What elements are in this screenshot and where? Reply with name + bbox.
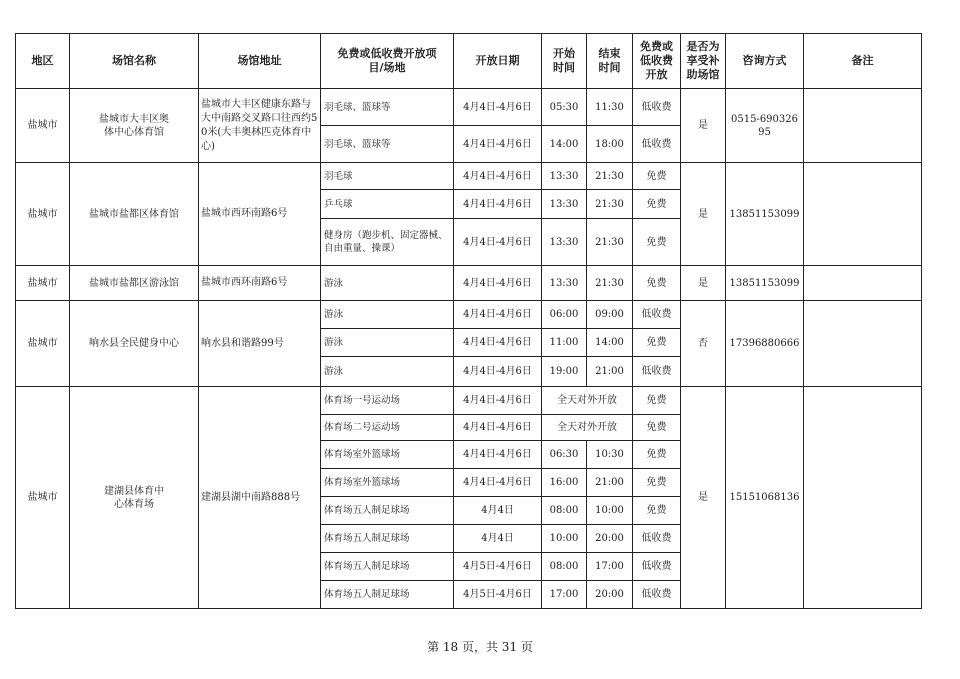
page-number-footer: 第 18 页，共 31 页 [427,640,533,654]
venue-address-cell: 盐城市西环南路6号 [199,163,321,266]
date-cell: 4月5日-4月6日 [454,581,542,609]
contact-cell: 0515-69032695 [726,89,804,163]
start-time-cell: 17:00 [542,581,587,609]
venue-name-cell: 建湖县体育中心体育场 [70,387,199,609]
table-row [16,89,922,126]
venue-name-cell: 盐城市盐都区游泳馆 [70,266,199,301]
fee-cell: 免费 [633,415,681,441]
start-time-cell: 08:00 [542,553,587,581]
date-cell: 4月4日-4月6日 [454,89,542,126]
venue-name-cell: 盐城市盐都区体育馆 [70,163,199,266]
region-cell: 盐城市 [16,266,70,301]
venue-name-cell: 响水县全民健身中心 [70,301,199,387]
start-time-cell: 13:30 [542,190,587,219]
end-time-cell: 21:30 [587,219,633,266]
table-row [16,387,922,415]
fee-cell: 低收费 [633,357,681,387]
fee-cell: 免费 [633,441,681,469]
venue-name-cell: 盐城市大丰区奥体中心体育馆 [70,89,199,163]
start-time-cell: 14:00 [542,126,587,163]
fee-cell: 低收费 [633,553,681,581]
start-time-cell: 13:30 [542,219,587,266]
fee-cell: 低收费 [633,89,681,126]
project-cell: 体育场二号运动场 [321,415,454,441]
date-cell: 4月4日-4月6日 [454,441,542,469]
project-cell: 羽毛球、篮球等 [321,89,454,126]
fee-cell: 免费 [633,190,681,219]
header-project: 免费或低收费开放项目/场地 [321,34,454,89]
start-time-cell: 19:00 [542,357,587,387]
end-time-cell: 14:00 [587,329,633,357]
end-time-cell: 20:00 [587,581,633,609]
header-fee: 免费或低收费开放 [633,34,681,89]
date-cell: 4月4日-4月6日 [454,329,542,357]
header-note: 备注 [804,34,922,89]
contact-cell: 13851153099 [726,163,804,266]
project-cell: 体育场五人制足球场 [321,581,454,609]
fee-cell: 低收费 [633,525,681,553]
header-start: 开始时间 [542,34,587,89]
fee-cell: 免费 [633,219,681,266]
date-cell: 4月5日-4月6日 [454,553,542,581]
end-time-cell: 09:00 [587,301,633,329]
table-header-row [16,34,922,89]
project-cell: 体育场室外篮球场 [321,469,454,497]
date-cell: 4月4日-4月6日 [454,301,542,329]
project-cell: 游泳 [321,329,454,357]
end-time-cell: 21:00 [587,357,633,387]
date-cell: 4月4日-4月6日 [454,266,542,301]
header-contact: 咨询方式 [726,34,804,89]
start-time-cell: 08:00 [542,497,587,525]
header-region: 地区 [16,34,70,89]
region-cell: 盐城市 [16,89,70,163]
project-cell: 体育场一号运动场 [321,387,454,415]
region-cell: 盐城市 [16,301,70,387]
header-address: 场馆地址 [199,34,321,89]
end-time-cell: 20:00 [587,525,633,553]
subsidy-cell: 是 [681,387,726,609]
subsidy-cell: 是 [681,163,726,266]
fee-cell: 免费 [633,387,681,415]
project-cell: 羽毛球 [321,163,454,190]
start-time-cell: 10:00 [542,525,587,553]
start-time-cell: 13:30 [542,266,587,301]
note-cell [804,89,922,163]
contact-cell: 17396880666 [726,301,804,387]
fee-cell: 免费 [633,329,681,357]
header-end: 结束时间 [587,34,633,89]
project-cell: 体育场五人制足球场 [321,525,454,553]
header-date: 开放日期 [454,34,542,89]
date-cell: 4月4日-4月6日 [454,415,542,441]
date-cell: 4月4日 [454,497,542,525]
start-time-cell: 06:00 [542,301,587,329]
note-cell [804,387,922,609]
header-subsidy: 是否为享受补助场馆 [681,34,726,89]
venue-address-cell: 建湖县湖中南路888号 [199,387,321,609]
date-cell: 4月4日-4月6日 [454,190,542,219]
date-cell: 4月4日-4月6日 [454,126,542,163]
start-time-cell: 13:30 [542,163,587,190]
note-cell [804,301,922,387]
region-cell: 盐城市 [16,387,70,609]
fee-cell: 免费 [633,266,681,301]
contact-cell: 15151068136 [726,387,804,609]
end-time-cell: 21:30 [587,190,633,219]
start-time-cell: 11:00 [542,329,587,357]
fee-cell: 低收费 [633,126,681,163]
start-time-cell: 06:30 [542,441,587,469]
subsidy-cell: 是 [681,89,726,163]
end-time-cell: 17:00 [587,553,633,581]
date-cell: 4月4日-4月6日 [454,469,542,497]
project-cell: 游泳 [321,301,454,329]
fee-cell: 低收费 [633,581,681,609]
venue-address-cell: 盐城市西环南路6号 [199,266,321,301]
venue-address-cell: 响水县和谐路99号 [199,301,321,387]
subsidy-cell: 否 [681,301,726,387]
project-cell: 体育场五人制足球场 [321,553,454,581]
table-row [16,163,922,190]
venue-table [15,33,922,609]
project-cell: 游泳 [321,357,454,387]
venue-address-cell: 盐城市大丰区健康东路与大中南路交叉路口往西约50米(大丰奥林匹克体育中心) [199,89,321,163]
project-cell: 羽毛球、篮球等 [321,126,454,163]
all-day-open-cell: 全天对外开放 [542,415,633,441]
contact-cell: 13851153099 [726,266,804,301]
fee-cell: 免费 [633,163,681,190]
fee-cell: 免费 [633,469,681,497]
fee-cell: 低收费 [633,301,681,329]
project-cell: 健身房（跑步机、固定器械、自由重量、操课） [321,219,454,266]
note-cell [804,163,922,266]
date-cell: 4月4日 [454,525,542,553]
header-venue: 场馆名称 [70,34,199,89]
end-time-cell: 18:00 [587,126,633,163]
project-cell: 体育场室外篮球场 [321,441,454,469]
end-time-cell: 21:00 [587,469,633,497]
end-time-cell: 11:30 [587,89,633,126]
note-cell [804,266,922,301]
end-time-cell: 10:30 [587,441,633,469]
end-time-cell: 10:00 [587,497,633,525]
date-cell: 4月4日-4月6日 [454,163,542,190]
start-time-cell: 16:00 [542,469,587,497]
end-time-cell: 21:30 [587,163,633,190]
table-row [16,266,922,301]
table-row [16,301,922,329]
subsidy-cell: 是 [681,266,726,301]
date-cell: 4月4日-4月6日 [454,357,542,387]
project-cell: 体育场五人制足球场 [321,497,454,525]
fee-cell: 免费 [633,497,681,525]
date-cell: 4月4日-4月6日 [454,387,542,415]
project-cell: 游泳 [321,266,454,301]
project-cell: 乒乓球 [321,190,454,219]
all-day-open-cell: 全天对外开放 [542,387,633,415]
start-time-cell: 05:30 [542,89,587,126]
end-time-cell: 21:30 [587,266,633,301]
region-cell: 盐城市 [16,163,70,266]
date-cell: 4月4日-4月6日 [454,219,542,266]
